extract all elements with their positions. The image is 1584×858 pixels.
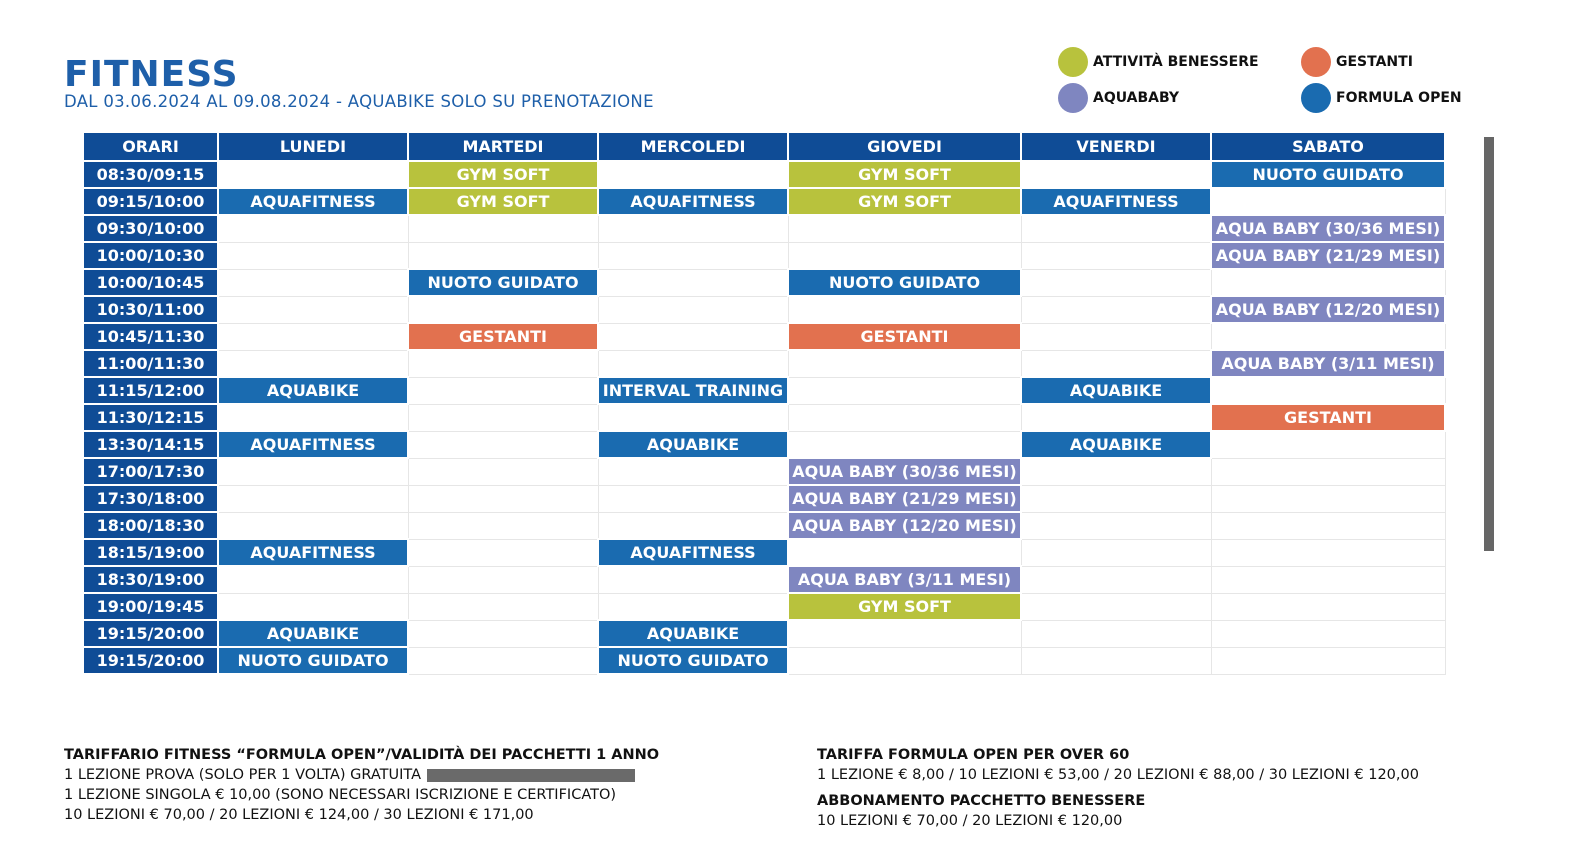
- legend-item-aquababy: [1058, 83, 1179, 113]
- activity-cell: AQUABIKE: [218, 377, 408, 404]
- empty-cell: [1211, 539, 1445, 566]
- legend-dot-benessere-icon: [1058, 47, 1088, 77]
- activity-cell: AQUABIKE: [598, 431, 788, 458]
- page-title: FITNESS: [64, 54, 239, 95]
- activity-cell: GYM SOFT: [788, 161, 1021, 188]
- footer-left: [64, 745, 659, 825]
- empty-cell: [788, 215, 1021, 242]
- empty-cell: [218, 350, 408, 377]
- empty-cell: [408, 350, 598, 377]
- table-row: [83, 566, 1445, 593]
- activity-cell: NUOTO GUIDATO: [598, 647, 788, 674]
- empty-cell: [1021, 404, 1211, 431]
- table-row: [83, 350, 1445, 377]
- table-row: [83, 215, 1445, 242]
- time-cell: 09:15/10:00: [83, 188, 218, 215]
- table-row: [83, 620, 1445, 647]
- empty-cell: [218, 512, 408, 539]
- empty-cell: [218, 593, 408, 620]
- empty-cell: [598, 242, 788, 269]
- activity-cell: AQUAFITNESS: [218, 188, 408, 215]
- activity-cell: AQUABIKE: [1021, 377, 1211, 404]
- empty-cell: [1211, 323, 1445, 350]
- table-row: [83, 404, 1445, 431]
- table-row: [83, 431, 1445, 458]
- activity-cell: AQUA BABY (12/20 MESI): [788, 512, 1021, 539]
- footer-right-heading: TARIFFA FORMULA OPEN PER OVER 60: [817, 747, 1130, 763]
- time-cell: 18:00/18:30: [83, 512, 218, 539]
- activity-cell: NUOTO GUIDATO: [218, 647, 408, 674]
- empty-cell: [408, 593, 598, 620]
- empty-cell: [408, 215, 598, 242]
- empty-cell: [1021, 458, 1211, 485]
- empty-cell: [1021, 593, 1211, 620]
- empty-cell: [598, 512, 788, 539]
- legend-label: ATTIVITÀ BENESSERE: [1093, 54, 1259, 70]
- table-row: [83, 269, 1445, 296]
- empty-cell: [1211, 512, 1445, 539]
- col-header-giovedi: GIOVEDI: [788, 132, 1021, 161]
- time-cell: 08:30/09:15: [83, 161, 218, 188]
- footer-left-line: [64, 765, 659, 785]
- empty-cell: [598, 350, 788, 377]
- empty-cell: [1021, 323, 1211, 350]
- empty-cell: [788, 377, 1021, 404]
- empty-cell: [408, 458, 598, 485]
- activity-cell: AQUA BABY (3/11 MESI): [1211, 350, 1445, 377]
- empty-cell: [1021, 485, 1211, 512]
- time-cell: 18:15/19:00: [83, 539, 218, 566]
- empty-cell: [1211, 566, 1445, 593]
- empty-cell: [1211, 620, 1445, 647]
- empty-cell: [218, 242, 408, 269]
- empty-cell: [788, 404, 1021, 431]
- time-cell: 13:30/14:15: [83, 431, 218, 458]
- empty-cell: [1021, 647, 1211, 674]
- time-cell: 11:15/12:00: [83, 377, 218, 404]
- activity-cell: GESTANTI: [788, 323, 1021, 350]
- time-cell: 17:30/18:00: [83, 485, 218, 512]
- activity-cell: NUOTO GUIDATO: [788, 269, 1021, 296]
- table-row: [83, 647, 1445, 674]
- empty-cell: [218, 296, 408, 323]
- empty-cell: [1021, 242, 1211, 269]
- activity-cell: GESTANTI: [408, 323, 598, 350]
- activity-cell: AQUABIKE: [598, 620, 788, 647]
- empty-cell: [218, 161, 408, 188]
- empty-cell: [598, 269, 788, 296]
- schedule-body: [83, 161, 1445, 674]
- empty-cell: [788, 539, 1021, 566]
- footer-right-heading: ABBONAMENTO PACCHETTO BENESSERE: [817, 793, 1146, 809]
- empty-cell: [408, 512, 598, 539]
- footer-left-heading: TARIFFARIO FITNESS “FORMULA OPEN”/VALIDITÀ DEI PACCHETTI 1 ANNO: [64, 747, 660, 763]
- activity-cell: AQUA BABY (12/20 MESI): [1211, 296, 1445, 323]
- empty-cell: [788, 647, 1021, 674]
- footer-right-line: 1 LEZIONE € 8,00 / 10 LEZIONI € 53,00 / 20 LEZIONI € 88,00 / 30 LEZIONI € 120,00: [817, 767, 1419, 783]
- empty-cell: [218, 485, 408, 512]
- table-row: [83, 485, 1445, 512]
- legend-label: GESTANTI: [1336, 54, 1413, 70]
- activity-cell: AQUAFITNESS: [218, 539, 408, 566]
- activity-cell: AQUABIKE: [218, 620, 408, 647]
- empty-cell: [218, 215, 408, 242]
- empty-cell: [408, 566, 598, 593]
- activity-cell: AQUA BABY (3/11 MESI): [788, 566, 1021, 593]
- col-header-orari: ORARI: [83, 132, 218, 161]
- schedule-table: [82, 131, 1446, 675]
- time-cell: 19:15/20:00: [83, 620, 218, 647]
- empty-cell: [1021, 296, 1211, 323]
- empty-cell: [788, 242, 1021, 269]
- time-cell: 11:30/12:15: [83, 404, 218, 431]
- col-header-venerdi: VENERDI: [1021, 132, 1211, 161]
- activity-cell: INTERVAL TRAINING: [598, 377, 788, 404]
- empty-cell: [218, 566, 408, 593]
- footer-right: [817, 745, 1419, 831]
- empty-cell: [1211, 377, 1445, 404]
- empty-cell: [218, 323, 408, 350]
- col-header-mercoledi: MERCOLEDI: [598, 132, 788, 161]
- time-cell: 09:30/10:00: [83, 215, 218, 242]
- empty-cell: [1211, 269, 1445, 296]
- legend-item-benessere: [1058, 47, 1259, 77]
- empty-cell: [408, 647, 598, 674]
- empty-cell: [598, 296, 788, 323]
- empty-cell: [1021, 161, 1211, 188]
- empty-cell: [1211, 431, 1445, 458]
- empty-cell: [218, 404, 408, 431]
- activity-cell: NUOTO GUIDATO: [408, 269, 598, 296]
- empty-cell: [408, 539, 598, 566]
- activity-cell: AQUAFITNESS: [1021, 188, 1211, 215]
- activity-cell: AQUAFITNESS: [218, 431, 408, 458]
- empty-cell: [1021, 512, 1211, 539]
- activity-cell: GYM SOFT: [408, 188, 598, 215]
- table-row: [83, 512, 1445, 539]
- empty-cell: [1021, 539, 1211, 566]
- empty-cell: [1021, 566, 1211, 593]
- empty-cell: [598, 404, 788, 431]
- empty-cell: [408, 404, 598, 431]
- empty-cell: [408, 296, 598, 323]
- footer-left-line: 1 LEZIONE SINGOLA € 10,00 (SONO NECESSARI ISCRIZIONE E CERTIFICATO): [64, 787, 617, 803]
- table-row: [83, 458, 1445, 485]
- empty-cell: [408, 485, 598, 512]
- empty-cell: [788, 350, 1021, 377]
- empty-cell: [1021, 215, 1211, 242]
- table-row: [83, 377, 1445, 404]
- empty-cell: [598, 161, 788, 188]
- legend-label: FORMULA OPEN: [1336, 90, 1462, 106]
- footer-left-line-text: 1 LEZIONE PROVA (SOLO PER 1 VOLTA) GRATUITA: [64, 767, 422, 783]
- page-subtitle: DAL 03.06.2024 AL 09.08.2024 - AQUABIKE SOLO SU PRENOTAZIONE: [64, 92, 654, 111]
- time-cell: 10:00/10:30: [83, 242, 218, 269]
- empty-cell: [1211, 188, 1445, 215]
- legend-item-formula-open: [1301, 83, 1462, 113]
- empty-cell: [598, 458, 788, 485]
- activity-cell: AQUA BABY (30/36 MESI): [1211, 215, 1445, 242]
- time-cell: 10:30/11:00: [83, 296, 218, 323]
- activity-cell: AQUAFITNESS: [598, 539, 788, 566]
- time-cell: 17:00/17:30: [83, 458, 218, 485]
- footer-right-line: 10 LEZIONI € 70,00 / 20 LEZIONI € 120,00: [817, 813, 1123, 829]
- empty-cell: [1021, 620, 1211, 647]
- col-header-lunedi: LUNEDI: [218, 132, 408, 161]
- activity-cell: AQUA BABY (21/29 MESI): [1211, 242, 1445, 269]
- empty-cell: [1211, 458, 1445, 485]
- empty-cell: [1211, 485, 1445, 512]
- legend-dot-aquababy-icon: [1058, 83, 1088, 113]
- activity-cell: AQUA BABY (30/36 MESI): [788, 458, 1021, 485]
- activity-cell: GYM SOFT: [788, 593, 1021, 620]
- empty-cell: [408, 377, 598, 404]
- activity-cell: GESTANTI: [1211, 404, 1445, 431]
- empty-cell: [598, 593, 788, 620]
- empty-cell: [218, 269, 408, 296]
- time-cell: 18:30/19:00: [83, 566, 218, 593]
- empty-cell: [408, 242, 598, 269]
- footer-left-line: 10 LEZIONI € 70,00 / 20 LEZIONI € 124,00 / 30 LEZIONI € 171,00: [64, 807, 534, 823]
- table-row: [83, 296, 1445, 323]
- time-cell: 10:00/10:45: [83, 269, 218, 296]
- empty-cell: [218, 458, 408, 485]
- empty-cell: [598, 485, 788, 512]
- table-row: [83, 242, 1445, 269]
- table-row: [83, 188, 1445, 215]
- activity-cell: AQUAFITNESS: [598, 188, 788, 215]
- time-cell: 19:00/19:45: [83, 593, 218, 620]
- activity-cell: GYM SOFT: [408, 161, 598, 188]
- empty-cell: [408, 431, 598, 458]
- legend-item-gestanti: [1301, 47, 1413, 77]
- table-header-row: [83, 132, 1445, 161]
- time-cell: 19:15/20:00: [83, 647, 218, 674]
- empty-cell: [408, 620, 598, 647]
- col-header-sabato: SABATO: [1211, 132, 1445, 161]
- empty-cell: [788, 296, 1021, 323]
- legend-dot-formula-open-icon: [1301, 83, 1331, 113]
- table-row: [83, 161, 1445, 188]
- empty-cell: [598, 566, 788, 593]
- legend-dot-gestanti-icon: [1301, 47, 1331, 77]
- table-row: [83, 539, 1445, 566]
- empty-cell: [788, 431, 1021, 458]
- legend-label: AQUABABY: [1093, 90, 1180, 106]
- table-row: [83, 593, 1445, 620]
- col-header-martedi: MARTEDI: [408, 132, 598, 161]
- empty-cell: [1021, 269, 1211, 296]
- empty-cell: [788, 620, 1021, 647]
- time-cell: 11:00/11:30: [83, 350, 218, 377]
- activity-cell: GYM SOFT: [788, 188, 1021, 215]
- activity-cell: AQUABIKE: [1021, 431, 1211, 458]
- empty-cell: [598, 323, 788, 350]
- empty-cell: [1211, 647, 1445, 674]
- empty-cell: [1211, 593, 1445, 620]
- activity-cell: AQUA BABY (21/29 MESI): [788, 485, 1021, 512]
- redaction-bar: [427, 769, 635, 782]
- activity-cell: NUOTO GUIDATO: [1211, 161, 1445, 188]
- empty-cell: [598, 215, 788, 242]
- empty-cell: [1021, 350, 1211, 377]
- vertical-scrollbar[interactable]: [1484, 137, 1494, 551]
- table-row: [83, 323, 1445, 350]
- time-cell: 10:45/11:30: [83, 323, 218, 350]
